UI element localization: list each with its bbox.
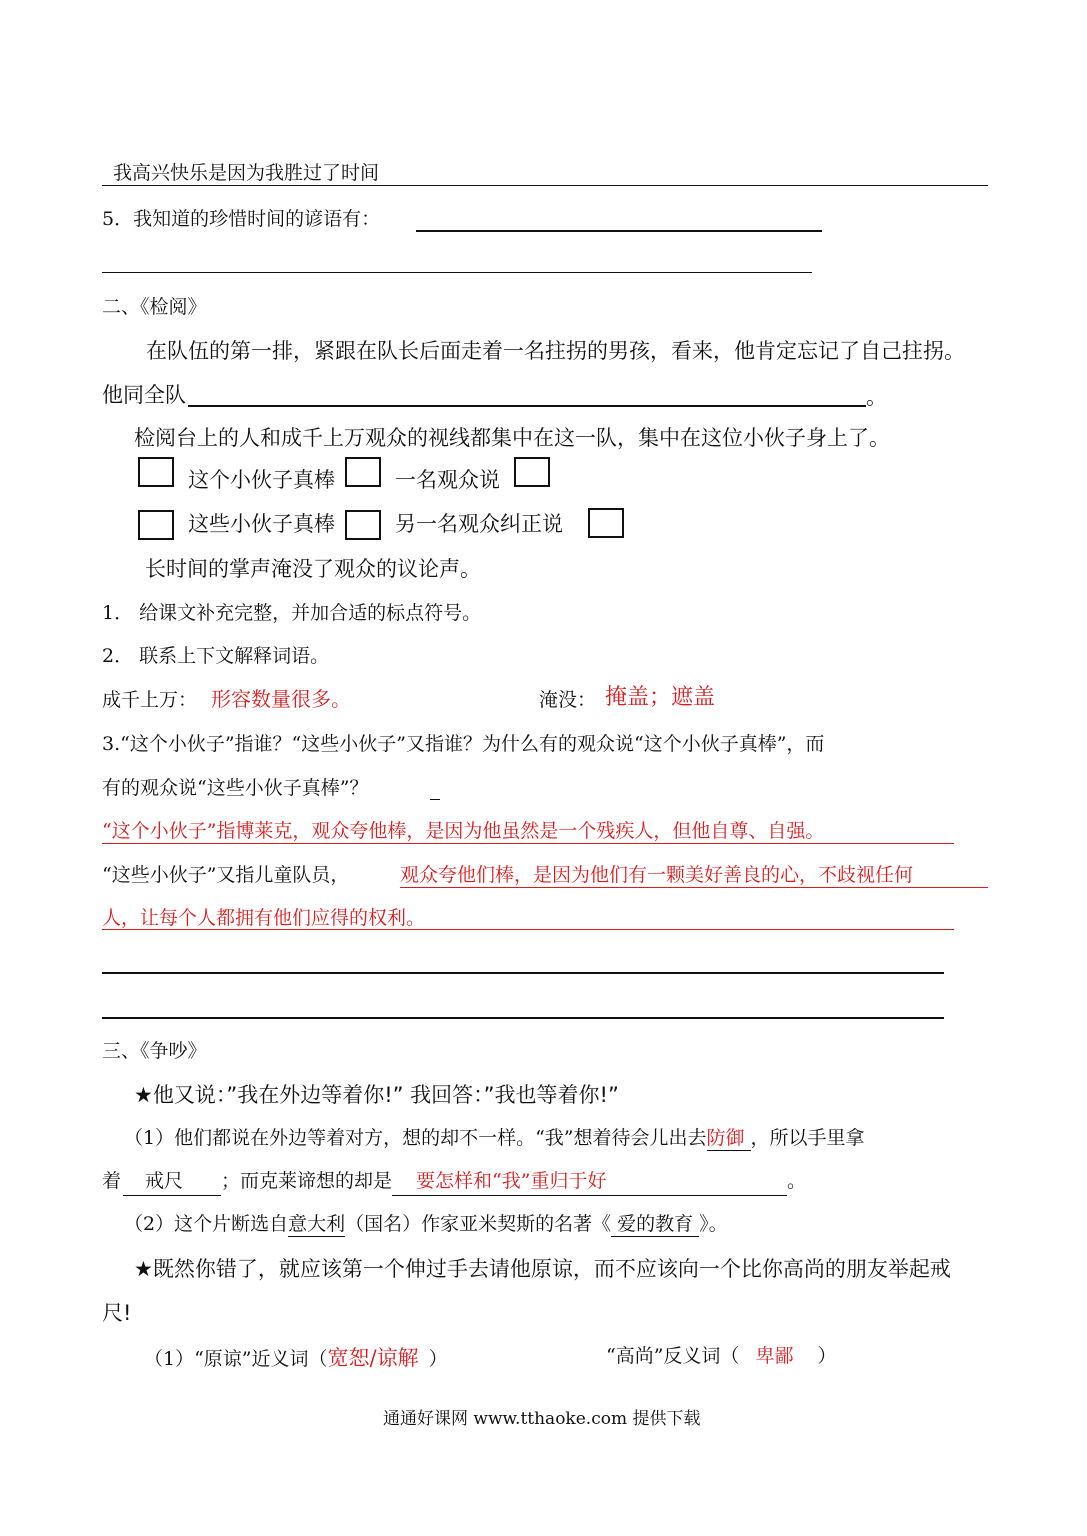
answer-underline <box>400 887 988 888</box>
question-text: （2）这个片断选自意大利（国名）作家亚米契斯的名著《 爱的教育 》。 <box>124 1213 728 1235</box>
question-2: 2． 联系上下文解释词语。 <box>102 645 330 667</box>
dialogue-text: 另一名观众纠正说 <box>395 512 563 536</box>
answer-underline <box>102 929 954 930</box>
word-label: 成千上万： <box>102 689 198 711</box>
answer-text: “这个小伙子”指博莱克，观众夸他棒，是因为他虽然是一个残疾人，但他自尊、自强。 <box>102 820 825 842</box>
punctuation-box[interactable] <box>345 510 381 540</box>
dialogue-text: 这个小伙子真棒 <box>188 468 335 492</box>
section-2-title: 二、《检阅》 <box>102 296 207 318</box>
page-footer: 通通好课网 www.tthaoke.com 提供下载 <box>383 1409 701 1429</box>
passage-paragraph: 长时间的掌声淹没了观众的议论声。 <box>145 557 481 581</box>
answer-blank-start <box>430 799 440 800</box>
dialogue-text: 一名观众说 <box>395 468 500 492</box>
answer-blank[interactable] <box>102 1017 944 1019</box>
word-answer: 形容数量很多。 <box>211 687 351 711</box>
section-3-title: 三、《争吵》 <box>102 1040 207 1062</box>
punctuation-box[interactable] <box>345 457 381 487</box>
answer-reconcile: 要怎样和“我”重归于好 <box>392 1170 787 1196</box>
answer-blank[interactable] <box>102 972 944 974</box>
question-3: 3.“这个小伙子”指谁？“这些小伙子”又指谁？为什么有的观众说“这个小伙子真棒”，而 <box>102 733 825 755</box>
punctuation-box[interactable] <box>138 457 174 487</box>
answer-underline <box>102 843 954 844</box>
word-label: 淹没： <box>539 689 597 711</box>
answer-blank[interactable] <box>102 272 812 273</box>
antonym-answer: 卑鄙 <box>755 1345 794 1367</box>
quote-text-cont: 尺! <box>102 1301 132 1325</box>
question-text: 着 戒尺 ；而克莱谛想的却是 要怎样和“我”重归于好 。 <box>102 1170 806 1196</box>
answer-defense: 防御 <box>707 1127 751 1151</box>
answer-underline <box>102 185 988 186</box>
passage-paragraph: 他同全队 <box>102 383 186 407</box>
antonym-question: “高尚”反义词（ 卑鄙 ） <box>606 1345 837 1367</box>
quote-text: ★他又说：”我在外边等着你!” 我回答：”我也等着你!” <box>134 1083 619 1107</box>
synonym-question: （1）“原谅”近义词（宽恕/谅解 ） <box>144 1346 448 1370</box>
dialogue-text: 这些小伙子真棒 <box>188 512 335 536</box>
question-3-cont: 有的观众说“这些小伙子真棒”？ <box>102 777 369 799</box>
period-mark: 。 <box>866 385 887 409</box>
fill-blank[interactable] <box>188 405 866 407</box>
punctuation-box[interactable] <box>588 508 624 538</box>
answer-text: 观众夸他们棒，是因为他们有一颗美好善良的心，不歧视任何 <box>400 864 914 886</box>
answer-blank[interactable] <box>416 230 822 232</box>
synonym-answer: 宽恕/谅解 <box>327 1346 419 1370</box>
answer-text-black: “这些小伙子”又指儿童队员， <box>102 864 350 886</box>
answer-text: 人，让每个人都拥有他们应得的权利。 <box>102 907 426 929</box>
question-5: 5．我知道的珍惜时间的谚语有： <box>102 208 381 230</box>
passage-paragraph: 检阅台上的人和成千上万观众的视线都集中在这一队，集中在这位小伙子身上了。 <box>134 426 890 450</box>
passage-paragraph: 在队伍的第一排，紧跟在队长后面走着一名拄拐的男孩，看来，他肯定忘记了自己拄拐。 <box>146 339 965 363</box>
question-1: 1． 给课文补充完整，并加合适的标点符号。 <box>102 602 482 624</box>
punctuation-box[interactable] <box>514 457 550 487</box>
answer-ruler: 戒尺 <box>123 1170 221 1196</box>
answer-book: 爱的教育 <box>611 1213 699 1237</box>
question-text: （1）他们都说在外边等着对方，想的却不一样。“我”想着待会儿出去防御 ，所以手里拿 <box>124 1127 865 1149</box>
word-answer: 掩盖；遮盖 <box>605 685 716 710</box>
answer-country: 意大利 <box>288 1213 346 1235</box>
quote-text: ★既然你错了，就应该第一个伸过手去请他原谅，而不应该向一个比你高尚的朋友举起戒 <box>134 1257 951 1281</box>
answer-line-text: 我高兴快乐是因为我胜过了时间 <box>113 162 380 184</box>
punctuation-box[interactable] <box>138 510 174 540</box>
